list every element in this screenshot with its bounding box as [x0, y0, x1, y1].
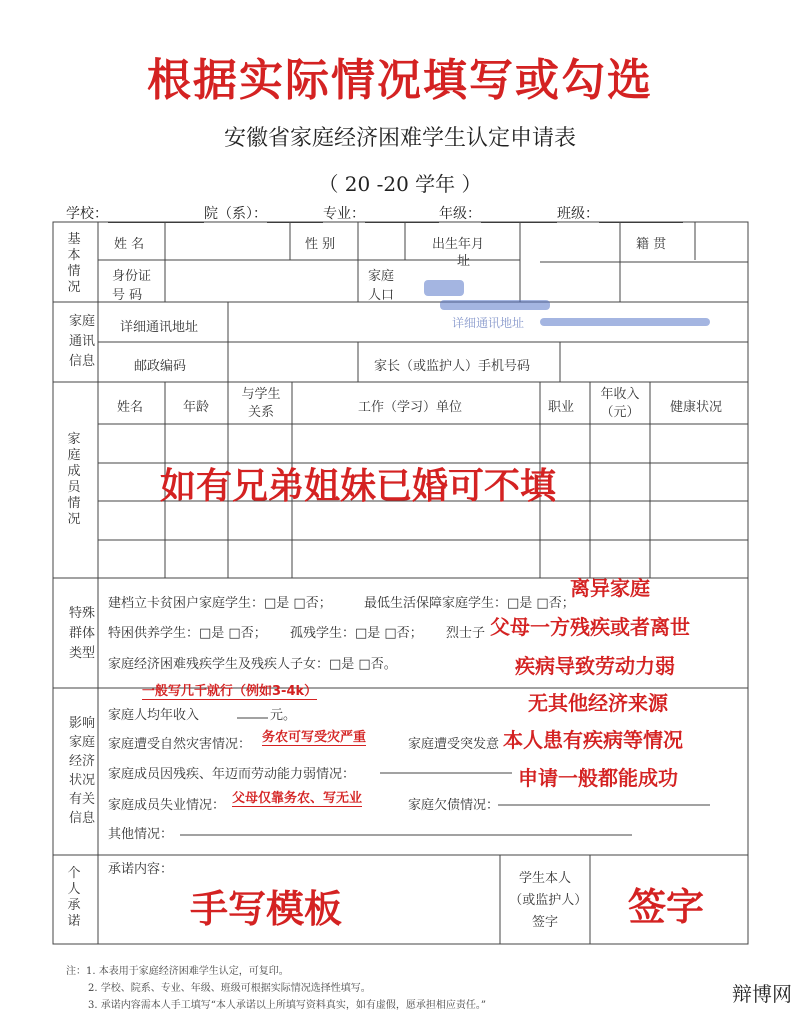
col-relation: 与学生关系: [241, 387, 281, 420]
special-line-3[interactable]: 家庭经济困难残疾学生及残疾人子女：□是 □否。: [108, 657, 397, 672]
academic-year: （ 20 -20 学年 ）: [318, 172, 482, 196]
family-section-label: 家庭成员情况: [67, 432, 81, 527]
family-overlay-note: 如有兄弟姐妹已婚可不填: [160, 466, 557, 507]
special-line-2c: 烈士子: [446, 626, 486, 641]
commitment-section-label: 个人承诺: [67, 866, 81, 929]
col-work-unit: 工作（学习）单位: [358, 400, 463, 415]
reason-6: 申请一般都能成功: [518, 766, 678, 790]
blur-redaction-1: [424, 280, 464, 296]
disaster-label: 家庭遭受自然灾害情况：: [108, 737, 252, 752]
col-name: 姓名: [117, 400, 144, 415]
household-label: 家庭: [368, 269, 395, 284]
reason-3: 疾病导致劳动力弱: [515, 654, 675, 678]
signature-note: 签字: [628, 885, 705, 929]
native-place-label: 籍 贯: [636, 237, 667, 252]
class-label: 班级：: [557, 206, 599, 222]
handwrite-template-note: 手写模板: [190, 887, 343, 931]
col-health: 健康状况: [670, 400, 723, 415]
dept-label: 院（系）：: [204, 206, 267, 222]
household-label-2: 人口: [368, 288, 395, 303]
reason-1: 离异家庭: [570, 576, 650, 600]
col-annual-income: 年收入（元）: [600, 387, 640, 420]
special-line-2b[interactable]: 孤残学生：□是 □否；: [290, 626, 423, 641]
banner-instruction: 根据实际情况填写或勾选: [147, 55, 653, 106]
factors-section-label: 影响家庭经济状况有关信息: [68, 716, 95, 826]
col-age: 年龄: [183, 400, 210, 415]
blur-redaction-3: [540, 318, 710, 326]
commitment-content-label: 承诺内容：: [108, 862, 174, 877]
reason-4: 无其他经济来源: [528, 691, 668, 715]
note-1: 注：1. 本表用于家庭经济困难学生认定，可复印。: [66, 966, 289, 977]
id-card-label: 身份证: [112, 269, 152, 284]
birth-label: 出生年月: [432, 237, 485, 252]
income-label: 家庭人均年收入: [108, 708, 200, 723]
income-hint: 一般写几千就行（例如3-4k）: [142, 680, 317, 700]
blur-redaction-2: [440, 300, 550, 310]
address-label: 详细通讯地址: [120, 320, 199, 335]
id-card-label-2: 号 码: [112, 288, 143, 303]
unemploy-label: 家庭成员失业情况：: [108, 798, 226, 813]
reason-5: 本人患有疾病等情况: [503, 724, 683, 753]
disaster-hint: 务农可写受灾严重: [262, 726, 366, 746]
name-label: 姓 名: [114, 237, 145, 252]
special-line-1b[interactable]: 最低生活保障家庭学生：□是 □否；: [364, 596, 575, 611]
other-label: 其他情况：: [108, 827, 174, 842]
income-unit: 元。: [270, 708, 297, 723]
note-2: 2. 学校、院系、专业、年级、班级可根据实际情况选择性填写。: [88, 983, 371, 994]
unemploy-hint: 父母仅靠务农、写无业: [232, 787, 362, 807]
contact-section-label: 家庭通讯信息: [68, 314, 95, 369]
school-label: 学校：: [66, 206, 108, 222]
special-section-label: 特殊群体类型: [68, 606, 95, 661]
special-line-1a[interactable]: 建档立卡贫困户家庭学生：□是 □否；: [108, 596, 332, 611]
signer-label: 学生本人（或监护人）签字: [509, 871, 581, 930]
blurred-text: 详细通讯地址: [452, 316, 525, 330]
debt-label: 家庭欠债情况：: [408, 798, 500, 813]
grade-label: 年级：: [439, 206, 481, 222]
watermark: 辩博网: [732, 982, 792, 1006]
reason-2: 父母一方残疾或者离世: [490, 611, 690, 640]
col-occupation: 职业: [548, 400, 575, 415]
address-stub: 址: [457, 254, 471, 269]
special-line-2a[interactable]: 特困供养学生：□是 □否；: [108, 626, 267, 641]
accident-label: 家庭遭受突发意: [408, 737, 500, 752]
basic-info-section-label: 基本情况: [67, 232, 81, 295]
note-3: 3. 承诺内容需本人手工填写“本人承诺以上所填写资料真实，如有虚假，愿承担相应责任。”: [88, 1000, 486, 1011]
disability-label: 家庭成员因残疾、年迈而劳动能力弱情况：: [108, 767, 356, 782]
postcode-label: 邮政编码: [134, 359, 187, 374]
major-label: 专业：: [323, 206, 365, 222]
parent-phone-label: 家长（或监护人）手机号码: [374, 359, 531, 374]
gender-label: 性 别: [305, 237, 336, 252]
form-title: 安徽省家庭经济困难学生认定申请表: [223, 126, 576, 151]
